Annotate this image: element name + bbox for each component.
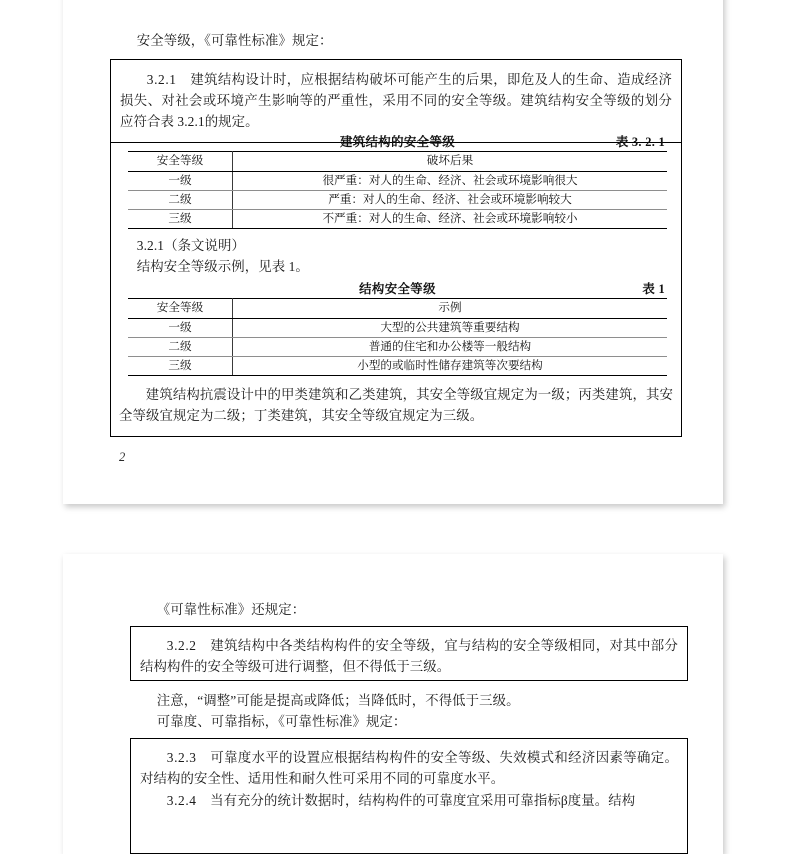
table-row [128, 319, 667, 338]
table-3-2-1 [128, 151, 667, 229]
clause-3-2-4-text-partial: 3.2.4 当有充分的统计数据时，结构构件的可靠度宜采用可靠指标β度量。结构 [166, 793, 636, 808]
clause-number-gap [177, 72, 191, 87]
table-3-2-1-wrapper [128, 132, 667, 229]
table-row [128, 357, 667, 376]
table-3-2-1-r2c0: 三级 [128, 210, 233, 229]
table-1-r2c0: 三级 [128, 357, 233, 376]
page2-lead-in-text: 《可靠性标准》还规定： [156, 602, 306, 617]
page2-note-line: 注意，“调整”可能是提高或降低；当降低时，不得低于三级。 [156, 693, 520, 708]
clause-number: 3.2.1 [146, 72, 177, 87]
table-row [128, 210, 667, 229]
table-header-row [128, 299, 667, 319]
clause-3-2-3-box [130, 738, 688, 854]
explanation-heading: 3.2.1（条文说明） [136, 238, 246, 253]
clause-3-2-1-text: 3.2.1 建筑结构设计时，应根据结构破坏可能产生的后果，即危及人的生命、造成经济损失、对社会或环境产生影响等的严重性，采用不同的安全等级。建筑结构安全等级的划分应符合表 3.2.1的规定。 [120, 72, 672, 129]
table-header-row [128, 152, 667, 172]
table-3-2-1-header-0: 安全等级 [128, 152, 233, 172]
page1-lead-in-text: 安全等级，《可靠性标准》规定： [136, 33, 333, 48]
table-row [128, 172, 667, 191]
explanation-line: 结构安全等级示例，见表 1。 [136, 259, 309, 274]
clause-number-gap [197, 638, 211, 653]
table-1-caption [128, 279, 667, 298]
clause-3-2-1-box [110, 59, 682, 143]
clause-number: 3.2.3 [166, 750, 197, 765]
table-3-2-1-number: 表 3. 2. 1 [615, 135, 665, 149]
clause-number-gap [197, 750, 211, 765]
page1-closing-paragraph: 建筑结构抗震设计中的甲类建筑和乙类建筑，其安全等级宜规定为一级；丙类建筑，其安全等级宜规定为二级；丁类建筑，其安全等级宜规定为三级。 [119, 387, 673, 423]
table-3-2-1-r1c1: 严重：对人的生命、经济、社会或环境影响较大 [233, 191, 668, 210]
clause-number: 3.2.4 [166, 793, 197, 808]
table-1-r0c1: 大型的公共建筑等重要结构 [233, 319, 668, 338]
table-1-wrapper [128, 279, 667, 376]
table-3-2-1-r0c1: 很严重：对人的生命、经济、社会或环境影响很大 [233, 172, 668, 191]
clause-3-2-2-box [130, 626, 688, 681]
clause-3-2-3-text: 3.2.3 可靠度水平的设置应根据结构构件的安全等级、失效模式和经济因素等确定。对结构的安全性、适用性和耐久性可采用不同的可靠度水平。 [140, 750, 678, 786]
table-1-r2c1: 小型的或临时性储存建筑等次要结构 [233, 357, 668, 376]
table-1-title: 结构安全等级 [359, 282, 436, 296]
table-1-r1c0: 二级 [128, 338, 233, 357]
table-3-2-1-title: 建筑结构的安全等级 [339, 135, 456, 149]
clause-3-2-2-text: 3.2.2 建筑结构中各类结构构件的安全等级，宜与结构的安全等级相同，对其中部分结构构件的安全等级可进行调整，但不得低于三级。 [140, 638, 678, 674]
table-row [128, 338, 667, 357]
table-3-2-1-header-1: 破坏后果 [233, 152, 668, 172]
document-page-2 [63, 554, 723, 854]
table-1-r0c0: 一级 [128, 319, 233, 338]
table-3-2-1-r2c1: 不严重：对人的生命、经济、社会或环境影响较小 [233, 210, 668, 229]
document-page-1 [63, 0, 723, 504]
clause-number-gap [197, 793, 211, 808]
table-1-header-0: 安全等级 [128, 299, 233, 319]
table-3-2-1-r1c0: 二级 [128, 191, 233, 210]
table-row [128, 191, 667, 210]
page2-lead-in-text-2: 可靠度、可靠指标，《可靠性标准》规定： [156, 714, 407, 729]
clause-number: 3.2.2 [166, 638, 197, 653]
table-3-2-1-caption [128, 132, 667, 151]
table-3-2-1-r0c0: 一级 [128, 172, 233, 191]
table-1-number: 表 1 [642, 282, 665, 296]
table-1-r1c1: 普通的住宅和办公楼等一般结构 [233, 338, 668, 357]
table-1-header-1: 示例 [233, 299, 668, 319]
table-1 [128, 298, 667, 376]
page-number-folio: 2 [119, 450, 126, 464]
